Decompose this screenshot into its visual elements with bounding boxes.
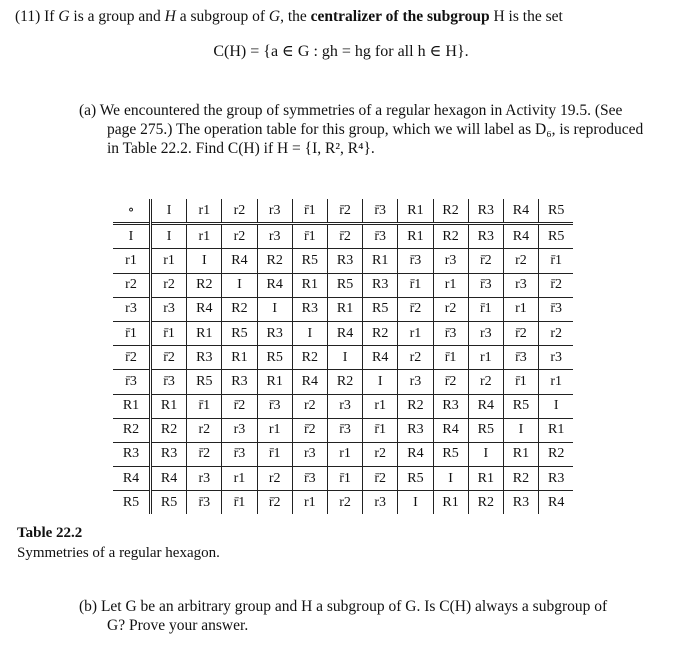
table-cell: r̄2	[222, 394, 257, 418]
table-cell: r3	[292, 442, 327, 466]
table-cell: I	[503, 418, 538, 442]
table-cell: R2	[327, 370, 362, 394]
table-cell: R5	[151, 491, 187, 515]
table-cell: r̄3	[503, 346, 538, 370]
operation-table	[113, 199, 573, 514]
table-cell: R2	[468, 491, 503, 515]
table-cell: r̄3	[363, 199, 398, 224]
table-cell: r̄2	[327, 224, 362, 249]
table-cell: R1	[292, 273, 327, 297]
table-cell: R3	[151, 442, 187, 466]
table-cell: r3	[539, 346, 574, 370]
table-row	[113, 491, 573, 515]
table-cell: R3	[292, 297, 327, 321]
table-cell: I	[151, 224, 187, 249]
table-row	[113, 370, 573, 394]
table-cell: r3	[398, 370, 433, 394]
table-cell: r̄1	[433, 346, 468, 370]
table-cell: r3	[468, 321, 503, 345]
table-cell: R2	[151, 418, 187, 442]
table-cell: R1	[222, 346, 257, 370]
table-cell: R4	[257, 273, 292, 297]
table-cell: r3	[327, 394, 362, 418]
table-cell: I	[187, 249, 222, 273]
table-cell: r̄3	[363, 224, 398, 249]
table-cell: r̄1	[398, 273, 433, 297]
table-cell: r1	[327, 442, 362, 466]
table-cell: I	[539, 394, 574, 418]
table-cell: r1	[433, 273, 468, 297]
table-row-header: r2	[113, 273, 151, 297]
table-cell: R2	[433, 224, 468, 249]
table-cell: r1	[503, 297, 538, 321]
table-row-header: r̄3	[113, 370, 151, 394]
table-cell: I	[257, 297, 292, 321]
table-cell: R2	[398, 394, 433, 418]
table-row-header: R1	[113, 394, 151, 418]
table-cell: r̄3	[433, 321, 468, 345]
table-cell: r̄3	[468, 273, 503, 297]
table-row	[113, 321, 573, 345]
table-cell: R5	[503, 394, 538, 418]
table-cell: R2	[292, 346, 327, 370]
table-cell: R3	[433, 394, 468, 418]
table-cell: r2	[468, 370, 503, 394]
table-cell: r2	[327, 491, 362, 515]
table-row-header: R5	[113, 491, 151, 515]
table-cell: R4	[433, 418, 468, 442]
table-cell: r3	[222, 418, 257, 442]
table-cell: I	[433, 467, 468, 491]
table-row-header: I	[113, 224, 151, 249]
table-cell: r̄2	[363, 467, 398, 491]
table-cell: r̄1	[363, 418, 398, 442]
table-cell: R4	[503, 199, 538, 224]
table-cell: r̄1	[292, 224, 327, 249]
centralizer-equation: C(H) = {a ∈ G : gh = hg for all h ∈ H}.	[213, 43, 469, 60]
table-cell: R5	[539, 199, 574, 224]
table-cell: R4	[187, 297, 222, 321]
table-cell: R4	[503, 224, 538, 249]
table-cell: r3	[257, 199, 292, 224]
table-cell: r1	[222, 467, 257, 491]
table-cell: R2	[539, 442, 574, 466]
table-cell: R3	[187, 346, 222, 370]
table-cell: r1	[151, 249, 187, 273]
table-row	[113, 249, 573, 273]
table-cell: R5	[292, 249, 327, 273]
table-cell: R3	[468, 224, 503, 249]
table-cell: R5	[539, 224, 574, 249]
table-cell: r̄1	[539, 249, 574, 273]
table-row-header: R4	[113, 467, 151, 491]
table-row	[113, 297, 573, 321]
table-cell: r1	[468, 346, 503, 370]
table-cell: r3	[187, 467, 222, 491]
table-cell: r2	[257, 467, 292, 491]
table-cell: R1	[433, 491, 468, 515]
question-number: (11)	[15, 8, 41, 25]
table-row-header: R2	[113, 418, 151, 442]
table-cell: R5	[222, 321, 257, 345]
table-cell: r̄1	[187, 394, 222, 418]
table-cell: R3	[539, 467, 574, 491]
table-cell: R2	[222, 297, 257, 321]
table-cell: R1	[187, 321, 222, 345]
table-cell: R2	[363, 321, 398, 345]
table-cell: r̄1	[257, 442, 292, 466]
table-cell: R1	[327, 297, 362, 321]
table-cell: r̄2	[433, 370, 468, 394]
table-cell: R1	[468, 467, 503, 491]
table-cell: R3	[363, 273, 398, 297]
table-cell: R5	[363, 297, 398, 321]
table-cell: r3	[151, 297, 187, 321]
table-cell: r̄3	[151, 370, 187, 394]
table-cell: r3	[257, 224, 292, 249]
table-cell: r̄3	[222, 442, 257, 466]
table-cell: r1	[187, 224, 222, 249]
table-cell: r2	[433, 297, 468, 321]
table-cell: R1	[398, 199, 433, 224]
table-row-header: r̄2	[113, 346, 151, 370]
table-cell: r̄1	[151, 321, 187, 345]
table-row-header: ∘	[113, 199, 151, 224]
table-cell: R4	[363, 346, 398, 370]
part-a-text: (a) We encountered the group of symmetries of a regular hexagon in Activity 19.5. (See page 275.) The operation table for this group, which we will label as D₆, is reproduced in Table 22.2. Find C(H) if H = {I, R², R⁴}.	[79, 102, 644, 157]
table-cell: r̄2	[187, 442, 222, 466]
table-row	[113, 467, 573, 491]
table-cell: r̄1	[222, 491, 257, 515]
table-cell: r2	[187, 418, 222, 442]
table-cell: r2	[363, 442, 398, 466]
table-cell: r̄2	[257, 491, 292, 515]
table-row-header: R3	[113, 442, 151, 466]
table-cell: r̄3	[187, 491, 222, 515]
table-cell: I	[468, 442, 503, 466]
table-caption: Symmetries of a regular hexagon.	[17, 545, 220, 561]
table-cell: R4	[468, 394, 503, 418]
question-11-intro: (11) If G is a group and H a subgroup of G, the centralizer of the subgroup H is the set	[15, 8, 563, 25]
table-cell: r̄2	[398, 297, 433, 321]
table-title: Table 22.2	[17, 525, 83, 541]
table-cell: I	[398, 491, 433, 515]
table-cell: r̄1	[327, 467, 362, 491]
table-row	[113, 224, 573, 249]
table-cell: r̄2	[151, 346, 187, 370]
table-cell: R1	[151, 394, 187, 418]
table-header-row	[113, 199, 573, 224]
table-cell: r1	[257, 418, 292, 442]
table-cell: r2	[151, 273, 187, 297]
table-cell: I	[363, 370, 398, 394]
table-cell: r̄2	[503, 321, 538, 345]
table-cell: R4	[292, 370, 327, 394]
table-cell: r1	[187, 199, 222, 224]
table-cell: r2	[398, 346, 433, 370]
table-cell: r2	[222, 224, 257, 249]
table-cell: R2	[187, 273, 222, 297]
centralizer-term: centralizer of the subgroup	[310, 8, 490, 25]
table-cell: r1	[363, 394, 398, 418]
table-cell: R2	[503, 467, 538, 491]
table-cell: R3	[468, 199, 503, 224]
table-cell: I	[151, 199, 187, 224]
part-b-text: (b) Let G be an arbitrary group and H a subgroup of G. Is C(H) always a subgroup of G? Prove your answer.	[79, 598, 608, 634]
table-cell: r̄3	[327, 418, 362, 442]
table-cell: r1	[398, 321, 433, 345]
table-cell: R3	[257, 321, 292, 345]
table-row-header: r̄1	[113, 321, 151, 345]
table-cell: R5	[468, 418, 503, 442]
table-cell: R1	[539, 418, 574, 442]
table-cell: R5	[398, 467, 433, 491]
table-row	[113, 273, 573, 297]
table-cell: r̄2	[468, 249, 503, 273]
table-cell: R3	[503, 491, 538, 515]
table-cell: r̄3	[398, 249, 433, 273]
table-row	[113, 394, 573, 418]
table-cell: r1	[539, 370, 574, 394]
table-cell: R5	[327, 273, 362, 297]
table-cell: R4	[222, 249, 257, 273]
table-cell: R4	[151, 467, 187, 491]
table-cell: r2	[503, 249, 538, 273]
table-cell: R4	[398, 442, 433, 466]
table-cell: r2	[539, 321, 574, 345]
table-cell: R1	[257, 370, 292, 394]
table-cell: r̄1	[292, 199, 327, 224]
table-cell: R1	[503, 442, 538, 466]
table-cell: r3	[363, 491, 398, 515]
table-cell: R3	[222, 370, 257, 394]
table-cell: r2	[292, 394, 327, 418]
table-cell: I	[222, 273, 257, 297]
table-cell: r̄3	[539, 297, 574, 321]
table-cell: R3	[327, 249, 362, 273]
table-row	[113, 442, 573, 466]
table-cell: r̄2	[292, 418, 327, 442]
table-cell: r̄2	[327, 199, 362, 224]
table-cell: R2	[257, 249, 292, 273]
table-cell: r̄3	[257, 394, 292, 418]
table-cell: R4	[539, 491, 574, 515]
table-cell: r3	[433, 249, 468, 273]
table-cell: r̄2	[539, 273, 574, 297]
table-cell: r̄3	[292, 467, 327, 491]
table-cell: R3	[398, 418, 433, 442]
table-row-header: r3	[113, 297, 151, 321]
table-cell: r1	[292, 491, 327, 515]
table-cell: R1	[363, 249, 398, 273]
table-row	[113, 418, 573, 442]
table-cell: R2	[433, 199, 468, 224]
table-row	[113, 346, 573, 370]
table-cell: R1	[398, 224, 433, 249]
table-cell: I	[327, 346, 362, 370]
table-cell: I	[292, 321, 327, 345]
table-row-header: r1	[113, 249, 151, 273]
table-cell: R5	[257, 346, 292, 370]
table-cell: r2	[222, 199, 257, 224]
table-cell: R5	[187, 370, 222, 394]
table-cell: r3	[503, 273, 538, 297]
table-cell: R5	[433, 442, 468, 466]
table-cell: r̄1	[468, 297, 503, 321]
table-cell: r̄1	[503, 370, 538, 394]
table-cell: R4	[327, 321, 362, 345]
